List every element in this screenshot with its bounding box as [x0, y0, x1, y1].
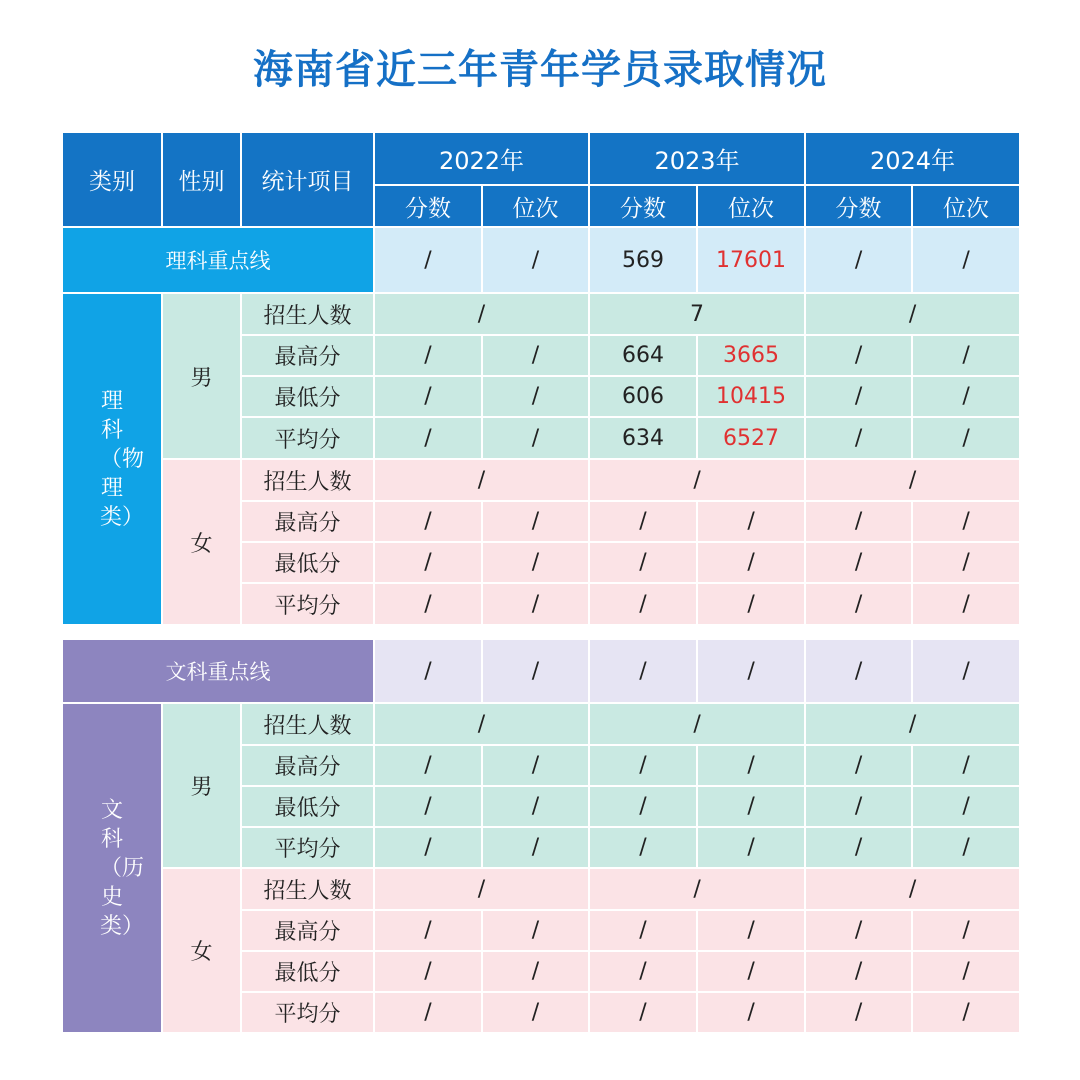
arts-male-cell: / [912, 786, 1020, 827]
header-score: 分数 [589, 185, 697, 227]
arts-female-cell: / [374, 951, 482, 992]
arts-female-cell: / [912, 992, 1020, 1033]
arts-male-cell: / [589, 786, 697, 827]
arts-male-cell: / [912, 745, 1020, 786]
section-gap-cell [62, 625, 1020, 639]
arts-male-cell: / [589, 827, 697, 868]
science-male-gender-label: 男 [162, 293, 241, 459]
arts-male-cell: / [374, 745, 482, 786]
science-male-cell: 3665 [697, 335, 805, 376]
arts-female-cell: / [697, 951, 805, 992]
arts-female-cell: / [589, 992, 697, 1033]
arts-key-line-value: / [912, 639, 1020, 703]
arts-category-text: 文科（历史类） [100, 797, 145, 939]
arts-key-line-value: / [589, 639, 697, 703]
science-male-enroll-row [62, 293, 1020, 335]
science-male-enroll-value: 7 [589, 293, 805, 335]
science-key-line-value: 17601 [697, 227, 805, 293]
science-female-enroll-value: / [374, 459, 589, 501]
science-key-line-value: / [912, 227, 1020, 293]
science-male-cell: 606 [589, 376, 697, 417]
science-male-cell: / [482, 335, 589, 376]
arts-female-cell: / [482, 910, 589, 951]
arts-key-line-row [62, 639, 1020, 703]
science-female-cell: / [374, 501, 482, 542]
arts-male-cell: / [805, 786, 912, 827]
science-male-cell: 634 [589, 417, 697, 459]
science-category-text: 理科（物理类） [100, 388, 145, 530]
header-score: 分数 [805, 185, 912, 227]
arts-key-line-value: / [805, 639, 912, 703]
arts-male-cell: / [589, 745, 697, 786]
science-female-row-label: 最低分 [241, 542, 374, 583]
science-male-cell: / [482, 417, 589, 459]
science-male-enroll-value: / [374, 293, 589, 335]
science-male-cell: / [374, 376, 482, 417]
science-female-enroll-label: 招生人数 [241, 459, 374, 501]
arts-female-cell: / [912, 951, 1020, 992]
header-score: 分数 [374, 185, 482, 227]
arts-male-cell: / [482, 786, 589, 827]
arts-male-cell: / [805, 745, 912, 786]
science-key-line-row [62, 227, 1020, 293]
science-male-cell: / [805, 376, 912, 417]
arts-male-cell: / [912, 827, 1020, 868]
arts-female-cell: / [697, 992, 805, 1033]
science-female-cell: / [374, 583, 482, 625]
science-male-cell: / [912, 376, 1020, 417]
arts-female-cell: / [374, 992, 482, 1033]
arts-male-cell: / [697, 786, 805, 827]
header-year-2022: 2022年 [374, 132, 589, 185]
arts-female-cell: / [589, 910, 697, 951]
science-female-row-label: 最高分 [241, 501, 374, 542]
arts-female-cell: / [374, 910, 482, 951]
arts-female-enroll-value: / [374, 868, 589, 910]
header-item: 统计项目 [241, 132, 374, 227]
science-female-enroll-row [62, 459, 1020, 501]
header-rank: 位次 [697, 185, 805, 227]
arts-male-cell: / [482, 745, 589, 786]
arts-male-gender-label: 男 [162, 703, 241, 868]
science-male-cell: / [805, 417, 912, 459]
arts-female-row-label: 平均分 [241, 992, 374, 1033]
science-female-cell: / [805, 542, 912, 583]
arts-female-cell: / [805, 992, 912, 1033]
science-male-cell: / [374, 335, 482, 376]
header-year-2023: 2023年 [589, 132, 805, 185]
science-male-row-label: 平均分 [241, 417, 374, 459]
admission-table [61, 131, 1021, 1034]
page-title: 海南省近三年青年学员录取情况 [253, 47, 827, 93]
science-female-gender-label: 女 [162, 459, 241, 625]
science-male-cell: / [482, 376, 589, 417]
arts-category-label [62, 703, 162, 1033]
science-female-cell: / [912, 583, 1020, 625]
arts-female-gender-label: 女 [162, 868, 241, 1033]
arts-female-cell: / [589, 951, 697, 992]
arts-male-cell: / [697, 827, 805, 868]
science-female-cell: / [589, 583, 697, 625]
science-female-cell: / [697, 542, 805, 583]
arts-key-line-value: / [697, 639, 805, 703]
arts-female-enroll-label: 招生人数 [241, 868, 374, 910]
header-row-years [62, 132, 1020, 185]
science-female-cell: / [589, 501, 697, 542]
science-key-line-label: 理科重点线 [62, 227, 374, 293]
science-key-line-value: 569 [589, 227, 697, 293]
arts-male-cell: / [697, 745, 805, 786]
science-female-cell: / [482, 583, 589, 625]
arts-female-cell: / [805, 910, 912, 951]
arts-key-line-label: 文科重点线 [62, 639, 374, 703]
science-male-cell: / [805, 335, 912, 376]
arts-male-row-label: 最低分 [241, 786, 374, 827]
science-male-cell: 664 [589, 335, 697, 376]
science-female-cell: / [589, 542, 697, 583]
header-gender: 性别 [162, 132, 241, 227]
arts-male-row-label: 平均分 [241, 827, 374, 868]
arts-male-enroll-row [62, 703, 1020, 745]
header-rank: 位次 [912, 185, 1020, 227]
science-female-enroll-value: / [805, 459, 1020, 501]
science-male-cell: / [912, 417, 1020, 459]
science-female-cell: / [697, 583, 805, 625]
arts-female-enroll-value: / [805, 868, 1020, 910]
arts-female-enroll-row [62, 868, 1020, 910]
header-category: 类别 [62, 132, 162, 227]
science-female-cell: / [482, 542, 589, 583]
arts-male-enroll-value: / [805, 703, 1020, 745]
science-male-enroll-value: / [805, 293, 1020, 335]
science-male-cell: / [912, 335, 1020, 376]
arts-female-enroll-value: / [589, 868, 805, 910]
arts-male-cell: / [482, 827, 589, 868]
header-year-2024: 2024年 [805, 132, 1020, 185]
science-male-row-label: 最低分 [241, 376, 374, 417]
arts-female-cell: / [697, 910, 805, 951]
science-male-row-label: 最高分 [241, 335, 374, 376]
science-key-line-value: / [482, 227, 589, 293]
science-male-cell: / [374, 417, 482, 459]
arts-female-row-label: 最高分 [241, 910, 374, 951]
science-female-cell: / [374, 542, 482, 583]
header-rank: 位次 [482, 185, 589, 227]
arts-male-cell: / [374, 786, 482, 827]
arts-key-line-value: / [482, 639, 589, 703]
arts-male-cell: / [805, 827, 912, 868]
science-male-enroll-label: 招生人数 [241, 293, 374, 335]
arts-female-row-label: 最低分 [241, 951, 374, 992]
arts-male-enroll-value: / [589, 703, 805, 745]
arts-female-cell: / [482, 992, 589, 1033]
science-female-cell: / [805, 501, 912, 542]
arts-male-cell: / [374, 827, 482, 868]
science-key-line-value: / [805, 227, 912, 293]
arts-male-enroll-label: 招生人数 [241, 703, 374, 745]
science-female-cell: / [805, 583, 912, 625]
science-female-row-label: 平均分 [241, 583, 374, 625]
section-gap [62, 625, 1020, 639]
arts-male-row-label: 最高分 [241, 745, 374, 786]
arts-key-line-value: / [374, 639, 482, 703]
science-category-label [62, 293, 162, 625]
science-female-cell: / [912, 501, 1020, 542]
science-female-enroll-value: / [589, 459, 805, 501]
science-key-line-value: / [374, 227, 482, 293]
science-female-cell: / [697, 501, 805, 542]
arts-male-enroll-value: / [374, 703, 589, 745]
science-female-cell: / [912, 542, 1020, 583]
science-male-cell: 10415 [697, 376, 805, 417]
science-female-cell: / [482, 501, 589, 542]
arts-female-cell: / [805, 951, 912, 992]
science-male-cell: 6527 [697, 417, 805, 459]
arts-female-cell: / [912, 910, 1020, 951]
arts-female-cell: / [482, 951, 589, 992]
